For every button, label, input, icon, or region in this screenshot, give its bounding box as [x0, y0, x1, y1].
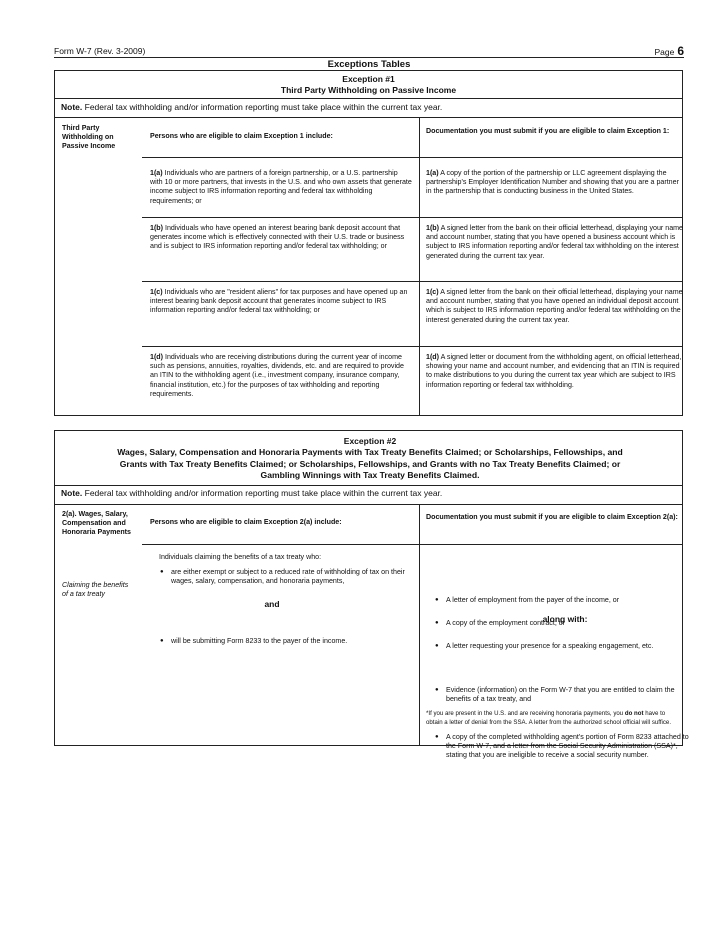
exception2-note	[55, 488, 442, 498]
exception2-footnote: *If you are present in the U.S. and are receiving honoraria payments, you do not have to obtain a letter of denial from the SSA. A letter from the authorized school official will suffice.	[426, 710, 672, 726]
exception2-persons-header: Persons who are eligible to claim Exception 2(a) include:	[150, 518, 342, 526]
page-indicator	[654, 44, 684, 58]
page-header	[54, 44, 684, 58]
exception1-note-label: Note.	[61, 102, 83, 112]
exception2-docs-bullet-5: ● A copy of the completed withholding agent's portion of Form 8233 attached to the Form W-7, and a letter from the Social Security Administration (SSA)*, stating that you are ineligible to receive a social security number.	[434, 733, 694, 761]
exception1-docs-header: Documentation you must submit if you are eligible to claim Exception 1:	[426, 127, 670, 135]
exception1-table	[54, 70, 683, 416]
exception2-heading	[115, 436, 625, 482]
exception1-category: Third Party Withholding on Passive Income	[62, 124, 116, 151]
exception2-note-text: Federal tax withholding and/or information reporting must take place within the current tax year.	[84, 488, 443, 498]
exception1-title: Exception #1	[342, 74, 395, 84]
exception2-title: Exception #2	[343, 436, 397, 446]
exception2-category-sub: Claiming the benefits of a tax treaty	[62, 581, 129, 599]
page-label: Page	[654, 47, 675, 57]
exception1-row-1b-persons: 1(b) Individuals who have opened an interest bearing bank deposit account that generates income which is effectively connected with their U.S. trade or business and is subject to IRS information reporting and/or federal tax withholding; or	[150, 224, 405, 251]
exception1-persons-header: Persons who are eligible to claim Exception 1 include:	[150, 132, 333, 140]
header-rule	[54, 57, 684, 58]
exception2-category: 2(a). Wages, Salary, Compensation and Honoraria Payments	[62, 510, 131, 537]
exception2-docs-bullet-2: ● A copy of the employment contract, or	[434, 619, 694, 628]
exception2-docs-bullet-4: ● Evidence (information) on the Form W-7 that you are entitled to claim the benefits of a tax treaty, and	[434, 686, 694, 704]
form-label: Form W-7 (Rev. 3-2009)	[54, 46, 146, 56]
exception1-row-1d-persons: 1(d) Individuals who are receiving distributions during the current year of income such as pensions, annuities, royalties, dividends, etc. and are required to provide an ITIN to the withholding agent (i.e., investment company, insurance company, financial institution, etc.) for the purposes of tax withholding and reporting requirements.	[150, 353, 404, 398]
exception1-row-1d-docs: 1(d) A signed letter or document from the withholding agent, on official letterhead, showing your name and account number, and evidencing that an ITIN is required to make distributions to you during the current tax year which are subject to IRS information reporting or federal tax withholding.	[426, 353, 682, 389]
exception2-docs-along: along with:	[542, 614, 588, 624]
exception2-persons-and: and	[264, 599, 280, 609]
exception1-row-1c-docs: 1(c) A signed letter from the bank on their official letterhead, displaying your name and account number, stating that you have opened an individual deposit account which is subject to IRS information reporting and/or federal tax withholding on the interest generated during the current tax year.	[426, 288, 683, 324]
exception1-row-1b-docs: 1(b) A signed letter from the bank on their official letterhead, displaying your name and account number, stating that you have opened a business account which is subject to IRS information reporting and/or federal tax withholding on the interest generated during the current tax year.	[426, 224, 683, 260]
exception2-subtitle: Wages, Salary, Compensation and Honoraria Payments with Tax Treaty Benefits Claimed; or Scholarships, Fellowships, and Grants with Tax Treaty Benefits Claimed; or Scholarships, Fellowships, and Grants with no Tax Treaty Benefits Claimed; or Gambling Winnings with Tax Treaty Benefits Claimed.	[117, 447, 623, 480]
exception2-persons-bullet-2: ● will be submitting Form 8233 to the payer of the income.	[159, 637, 423, 646]
exception1-note-text: Federal tax withholding and/or information reporting must take place within the current tax year.	[84, 102, 443, 112]
exception1-row-1a-persons: 1(a) Individuals who are partners of a foreign partnership, or a U.S. partnership with 10 or more partners, that invests in the U.S. and who own assets that generate income subject to IRS information reporting and federal tax withholding requirements; or	[150, 169, 412, 205]
exception2-docs-bullet-1: ● A letter of employment from the payer of the income, or	[434, 596, 694, 605]
exception2-table	[54, 430, 689, 760]
exception1-heading	[55, 74, 682, 96]
exception2-docs-bullet-3: ● A letter requesting your presence for a speaking engagement, etc.	[434, 642, 694, 651]
tables-title: Exceptions Tables	[327, 59, 411, 70]
exception1-row-1c-persons: 1(c) Individuals who are "resident aliens" for tax purposes and have opened up an interest bearing bank deposit account that generates income subject to IRS information reporting and/or federal tax withholding; or	[150, 288, 408, 315]
exception1-note	[55, 102, 442, 112]
exception2-persons-intro: Individuals claiming the benefits of a tax treaty who:	[159, 553, 322, 561]
exception2-note-label: Note.	[61, 488, 83, 498]
page-number: 6	[677, 44, 684, 58]
exception1-subtitle: Third Party Withholding on Passive Income	[280, 85, 457, 95]
exception1-row-1a-docs: 1(a) A copy of the portion of the partnership or LLC agreement displaying the partnership's Employer Identification Number and showing that you are a partner in the partnership that is conducting business in the United States.	[426, 169, 679, 196]
exception2-persons-bullet-1: ● are either exempt or subject to a reduced rate of withholding of tax on their wages, salary, compensation, and honoraria payments,	[159, 568, 423, 586]
exception2-docs-header: Documentation you must submit if you are eligible to claim Exception 2(a):	[426, 513, 678, 521]
